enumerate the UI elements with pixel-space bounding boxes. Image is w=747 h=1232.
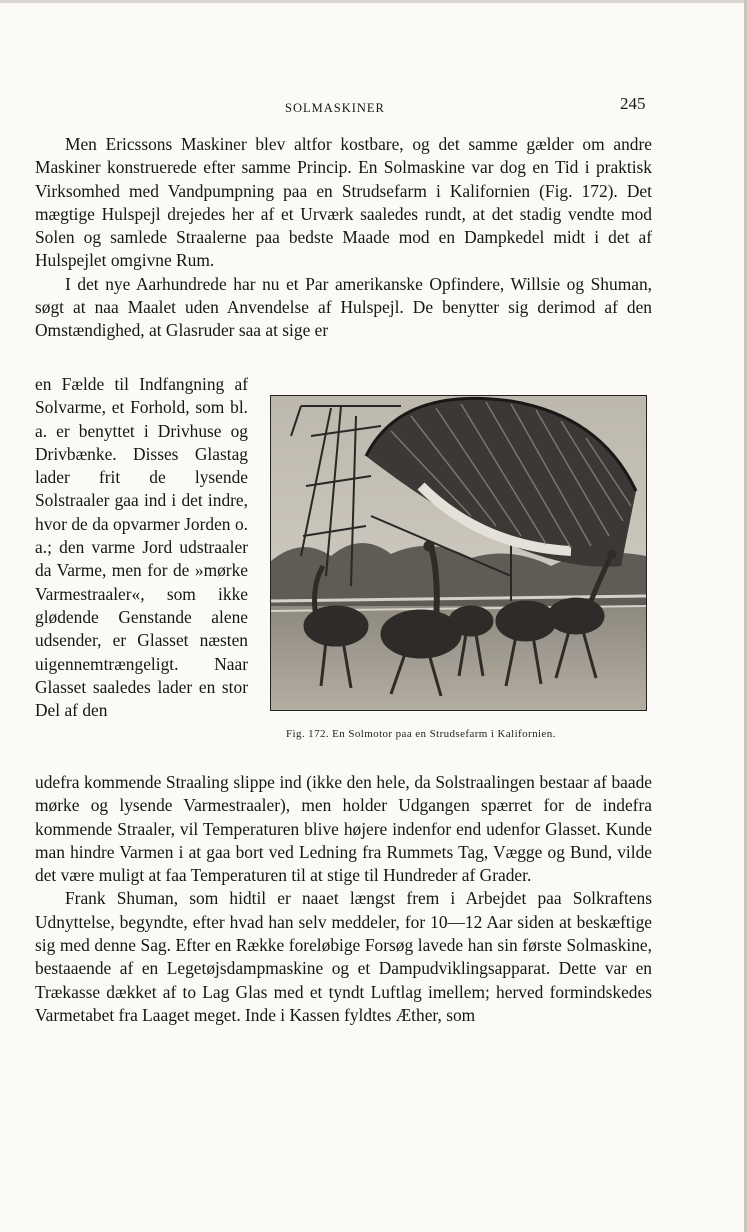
page-edge-top — [0, 0, 747, 3]
paragraph-3: Frank Shuman, som hidtil er naaet længst frem i Arbejdet paa Solkraftens Udnyttelse, begyndte, efter hvad han selv meddeler, for 10—12 Aar siden at beskæftige sig med denne Sag. Efter en Række foreløbige Forsøg lavede han sin første Solmaskine, bestaaende af en Legetøjsdampmaskine og et Dampudviklingsapparat. Dette var en Trækasse dækket af to Lag Glas med et tyndt Luftlag imellem; herved formindskedes Varmetabet fra Laaget meget. Inde i Kassen fyldtes Æther, som — [35, 888, 652, 1025]
running-title: SOLMASKINER — [285, 101, 385, 115]
paragraph-1: Men Ericssons Maskiner blev altfor kostbare, og det samme gælder om andre Maskiner konstruerede efter samme Princip. En Solmaskine var dog en Tid i praktisk Virksomhed med Vandpumpning paa en Strudsefarm i Kalifornien (Fig. 172). Det mægtige Hulspejl drejedes her af et Urværk saaledes rundt, at det stadig vendte mod Solen og samlede Straalerne paa bedste Maade mod en Dampkedel midt i det af Hulspejlet omgivne Rum. — [35, 134, 652, 271]
figure-caption: Fig. 172. En Solmotor paa en Strudsefarm i Kalifornien. — [286, 728, 556, 740]
page-number: 245 — [620, 94, 646, 113]
paragraph-2-narrow: en Fælde til Indfangning af Solvarme, et Forhold, som bl. a. er benyttet i Drivhuse og Drivbænke. Disses Glastag lader frit de lysende Solstraaler gaa ind i det indre, hvor de da opvarmer Jorden o. a.; den varme Jord udstraaler da Varme, men for de »mørke Varmestraaler«, som ikke glødende Genstande alene udsender, er Glasset næsten uigennemtrængeligt. Naar Glasset saaledes lader en stor Del af den — [35, 374, 248, 721]
paragraph-2-end: udefra kommende Straaling slippe ind (ikke den hele, da Solstraalingen bestaar af baade mørke og lysende Varmestraaler), men holder Udgangen spærret for de indefra kommende Straaler, vil Temperaturen blive højere indenfor end udenfor Glasset. Kunde man hindre Varmen i at gaa bort ved Ledning fra Rummets Tag, Vægge og Bund, vilde det være muligt at faa Temperaturen til at stige til Hundreder af Grader. — [35, 772, 652, 886]
solar-motor-ostrich-illustration — [271, 396, 646, 710]
figure-solar-motor-photo — [270, 395, 647, 711]
paragraph-2-start: I det nye Aarhundrede har nu et Par amerikanske Opfindere, Willsie og Shuman, søgt at naa Maalet uden Anvendelse af Hulspejl. De benytter sig derimod af den Omstændighed, at Glasruder saa at sige er — [35, 273, 652, 341]
text-column-beside-figure — [35, 373, 248, 722]
text-block-bottom — [35, 771, 652, 1027]
text-block-top — [35, 133, 652, 343]
